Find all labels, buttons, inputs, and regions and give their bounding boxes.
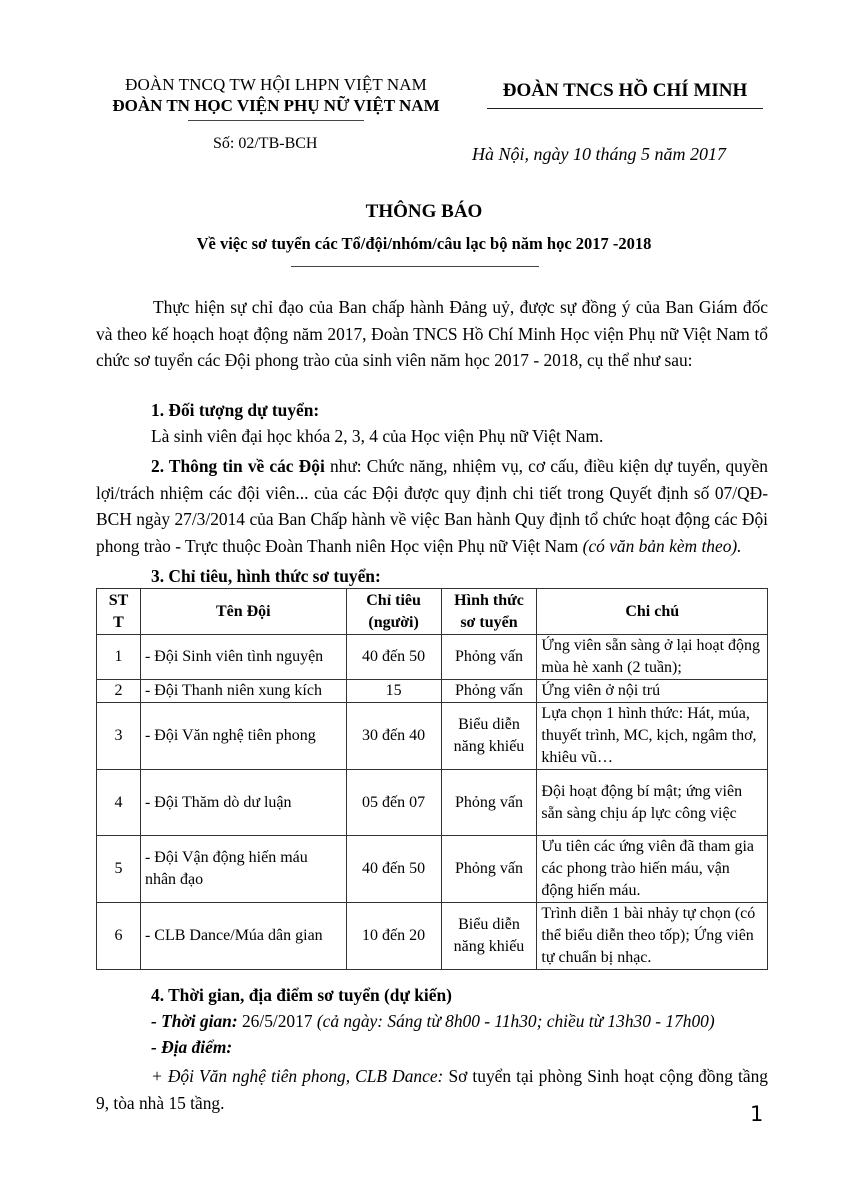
table-row — [97, 680, 768, 703]
cell-quota: 10 đến 20 — [346, 903, 441, 970]
section-2-heading: 2. Thông tin về các Đội — [151, 456, 325, 476]
cell-quota: 40 đến 50 — [346, 836, 441, 903]
cell-form: Phỏng vấn — [441, 635, 537, 680]
issuer-block — [86, 74, 466, 116]
cell-note: Ưu tiên các ứng viên đã tham gia các phong trào hiến máu, vận động hiến máu. — [537, 836, 768, 903]
cell-team: - Đội Thăm dò dư luận — [140, 770, 346, 836]
section-3-heading: 3. Chỉ tiêu, hình thức sơ tuyển: — [151, 566, 381, 586]
schedule-time — [151, 1011, 715, 1032]
title-underline — [291, 266, 539, 267]
table-row — [97, 635, 768, 680]
place-teams: + Đội Văn nghệ tiên phong, CLB Dance: — [151, 1066, 444, 1086]
cell-team: - Đội Văn nghệ tiên phong — [140, 703, 346, 770]
document-title: THÔNG BÁO — [365, 201, 483, 222]
cell-stt: 3 — [97, 703, 141, 770]
cell-quota: 15 — [346, 680, 441, 703]
col-header-stt: ST T — [97, 589, 141, 635]
issuer-parent-org: ĐOÀN TNCQ TW HỘI LHPN VIỆT NAM — [125, 75, 427, 94]
col-header-form: Hình thức sơ tuyển — [441, 589, 537, 635]
document-number: Số: 02/TB-BCH — [213, 135, 318, 152]
table-row — [97, 903, 768, 970]
section-1-heading: 1. Đối tượng dự tuyển: — [151, 400, 320, 420]
cell-team: - Đội Vận động hiến máu nhân đạo — [140, 836, 346, 903]
cell-stt: 6 — [97, 903, 141, 970]
place-date: Hà Nội, ngày 10 tháng 5 năm 2017 — [472, 144, 726, 164]
section-2-paragraph — [96, 453, 768, 559]
table-header-row — [97, 589, 768, 635]
cell-team: - Đội Sinh viên tình nguyện — [140, 635, 346, 680]
time-label: - Thời gian: — [151, 1011, 238, 1031]
section-2-note: (có văn bản kèm theo). — [582, 535, 742, 556]
cell-note: Lựa chọn 1 hình thức: Hát, múa, thuyết trình, MC, kịch, ngâm thơ, khiêu vũ… — [537, 703, 768, 770]
union-name: ĐOÀN TNCS HỒ CHÍ MINH — [502, 80, 748, 101]
section-4-heading: 4. Thời gian, địa điểm sơ tuyển (dự kiến) — [151, 985, 452, 1005]
place-label: - Địa điểm: — [151, 1037, 233, 1057]
table-row — [97, 770, 768, 836]
page-number: 1 — [750, 1102, 764, 1126]
time-note: (cả ngày: Sáng từ 8h00 - 11h30; chiều từ 13h30 - 17h00) — [316, 1011, 715, 1031]
col-header-team: Tên Đội — [140, 589, 346, 635]
cell-quota: 05 đến 07 — [346, 770, 441, 836]
document-subtitle: Về việc sơ tuyển các Tổ/đội/nhóm/câu lạc bộ năm học 2017 -2018 — [196, 234, 652, 253]
place-text: Sơ tuyển tại phòng Sinh hoạt cộng đồng tầng 9, tòa nhà 15 tầng. — [96, 1066, 768, 1113]
col-header-note: Chi chú — [537, 589, 768, 635]
intro-paragraph: Thực hiện sự chỉ đạo của Ban chấp hành Đảng uỷ, được sự đồng ý của Ban Giám đốc và theo kế hoạch hoạt động năm 2017, Đoàn TNCS Hồ Chí Minh Học viện Phụ nữ Việt Nam tổ chức sơ tuyển các Đội phong trào của sinh viên năm học 2017 - 2018, cụ thể như sau: — [96, 297, 768, 371]
cell-stt: 4 — [97, 770, 141, 836]
cell-stt: 1 — [97, 635, 141, 680]
table-row — [97, 836, 768, 903]
cell-note: Trình diễn 1 bài nhảy tự chọn (có thể biểu diễn theo tốp); Ứng viên tự chuẩn bị nhạc. — [537, 903, 768, 970]
cell-quota: 40 đến 50 — [346, 635, 441, 680]
cell-note: Ứng viên ở nội trú — [537, 680, 768, 703]
issuer-org: ĐOÀN TN HỌC VIỆN PHỤ NỮ VIỆT NAM — [112, 96, 440, 115]
col-header-quota: Chỉ tiêu (người) — [346, 589, 441, 635]
place-paragraph — [96, 1063, 768, 1116]
table-row — [97, 703, 768, 770]
section-2-text: như: Chức năng, nhiệm vụ, cơ cấu, điều kiện dự tuyển, quyền lợi/trách nhiệm các đội viên... của các Đội được quy định chi tiết trong Quyết định số 07/QĐ-BCH ngày 27/3/2014 của Ban Chấp hành về việc Ban hành Quy định tổ chức hoạt động các Đội phong trào - Trực thuộc Đoàn Thanh niên Học viện Phụ nữ Việt Nam — [96, 456, 768, 556]
cell-form: Phỏng vấn — [441, 770, 537, 836]
cell-stt: 2 — [97, 680, 141, 703]
cell-form: Biểu diễn năng khiếu — [441, 703, 537, 770]
union-underline — [487, 108, 763, 109]
recruitment-table — [96, 588, 768, 970]
cell-note: Ứng viên sẵn sàng ở lại hoạt động mùa hè xanh (2 tuần); — [537, 635, 768, 680]
cell-quota: 30 đến 40 — [346, 703, 441, 770]
cell-stt: 5 — [97, 836, 141, 903]
cell-form: Phỏng vấn — [441, 680, 537, 703]
issuer-underline — [188, 120, 364, 121]
cell-form: Phỏng vấn — [441, 836, 537, 903]
cell-form: Biểu diễn năng khiếu — [441, 903, 537, 970]
cell-note: Đội hoạt động bí mật; ứng viên sẵn sàng chịu áp lực công việc — [537, 770, 768, 836]
cell-team: - CLB Dance/Múa dân gian — [140, 903, 346, 970]
cell-team: - Đội Thanh niên xung kích — [140, 680, 346, 703]
section-1-text: Là sinh viên đại học khóa 2, 3, 4 của Học viện Phụ nữ Việt Nam. — [151, 426, 604, 446]
time-value: 26/5/2017 — [237, 1011, 317, 1031]
